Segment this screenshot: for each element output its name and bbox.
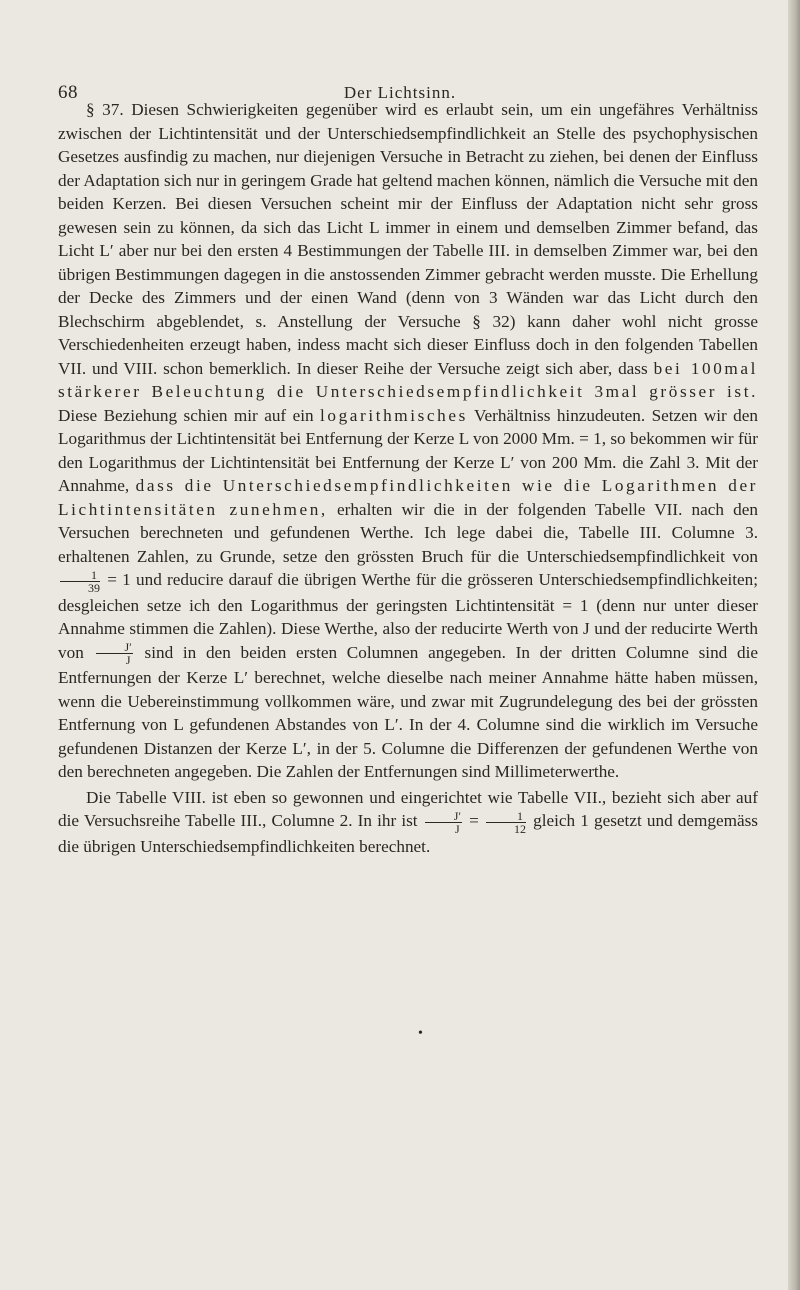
paragraph-37 <box>58 98 758 784</box>
page-number: 68 <box>58 82 78 103</box>
fraction <box>486 810 526 835</box>
fraction-denominator: J <box>455 821 460 836</box>
text-run: § 37. Diesen Schwierigkeiten gegenüber wird es erlaubt sein, um ein ungefähres Verhältniss zwischen der Lichtintensität und der Unterschiedsempfindlichkeit an Stelle des psychophysischen Gesetzes ausfindig zu machen, nur diejenigen Versuche in Betracht zu ziehen, bei denen der Einfluss der Adaptation sich nur in geringem Grade hat geltend machen können, nämlich die Versuche mit den beiden Kerzen. Bei diesen Versuchen scheint mir der Einfluss der Adaptation nicht sehr gross gewesen sein zu können, da sich das Licht L immer in einem und demselben Zimmer befand, das Licht L′ aber nur bei den ersten 4 Bestimmungen der Tabelle III. in demselben Zimmer war, bei den übrigen Bestimmungen dagegen in die anstossenden Zimmer gebracht werden musste. Die Erhellung der Decke des Zimmers und der einen Wand (denn von 3 Wänden war das Licht durch den Blechschirm abgeblendet, s. Anstellung der Versuche § 32) kann daher wohl nicht grosse Verschiedenheiten erzeugt haben, indess macht sich dieser Einfluss doch in den folgenden Tabellen VII. und VIII. schon bemerklich. In dieser Reihe der Versuche zeigt sich aber, dass <box>58 100 758 378</box>
text-run: Diese Beziehung schien mir auf ein <box>58 405 321 425</box>
text-run: sind in den beiden ersten Columnen angegeben. In der dritten Columne sind die Entfernungen der Kerze L′ berechnet, welche dieselbe nach meiner Annahme hätte haben müssen, wenn die Uebereinstimmung vollkommen wäre, und zwar mit Zugrundelegung des bei der grössten Entfernung von L gefundenen Abstandes von L′. In der 4. Columne sind die wirklich im Versuche gefundenen Distanzen der Kerze L′, in der 5. Columne die Differenzen der gefundenen Werthe von den berechneten angegeben. Die Zahlen der Entfernungen sind Millimeterwerthe. <box>58 642 758 782</box>
fraction-denominator: J <box>125 653 131 668</box>
fraction-numerator: J′ <box>96 641 133 654</box>
fraction <box>60 569 100 594</box>
fraction-numerator: 1 <box>60 569 100 582</box>
emphasis-spaced: logarithmisches <box>320 405 468 425</box>
paragraph-table-viii <box>58 786 758 859</box>
fraction <box>425 810 462 835</box>
fraction-denominator: 12 <box>514 821 526 836</box>
text-run: erhalten wir die in der folgenden Tabelle VII. nach den Versuchen berechneten und gefundenen Werthe. Ich lege dabei die, Tabelle III. Columne 3. erhaltenen Zahlen, zu Grunde, setze den grössten Bruch für die Unterschiedsempfindlichkeit von <box>58 499 758 566</box>
page-edge-shadow <box>788 0 800 1290</box>
running-title: Der Lichtsinn. <box>343 83 457 102</box>
ink-dot: • <box>418 1026 423 1041</box>
fraction <box>96 641 133 666</box>
fraction-denominator: 39 <box>88 580 100 595</box>
text-run: gleich 1 gesetzt und demgemäss die übrigen Unterschiedsempfindlichkeiten berechnet. <box>58 811 758 856</box>
fraction-numerator: J′ <box>425 810 462 823</box>
body-text <box>58 98 758 858</box>
emphasis-spaced: dass die Unterschiedsempfindlichkeiten wie die Logarithmen der Lichtintensitäten zunehmen, <box>58 476 758 519</box>
fraction-numerator: 1 <box>486 810 526 823</box>
text-run: Verhältniss hinzudeuten. Setzen wir den Logarithmus der Lichtintensität bei Entfernung der Kerze L von 2000 Mm. = 1, so bekommen wir für den Logarithmus der Lichtintensität bei Entfernung der Kerze L′ von 200 Mm. die Zahl 3. Mit der Annahme, <box>58 405 759 495</box>
text-run: = 1 und reducire darauf die übrigen Werthe für die grösseren Unterschiedsempfindlichkeiten; desgleichen setze ich den Logarithmus der geringsten Lichtintensität = 1 (denn nur unter dieser Annahme stimmen die Zahlen). Diese Werthe, also der reducirte Werth von J und der reducirte Werth von <box>58 570 758 662</box>
text-run: = <box>464 811 484 831</box>
emphasis-spaced: bei 100mal stärkerer Beleuchtung die Unterschiedsempfindlichkeit 3mal grösser ist. <box>58 358 758 401</box>
text-run: Die Tabelle VIII. ist eben so gewonnen und eingerichtet wie Tabelle VII., bezieht sich aber auf die Versuchsreihe Tabelle III., Columne 2. In ihr ist <box>58 787 758 831</box>
